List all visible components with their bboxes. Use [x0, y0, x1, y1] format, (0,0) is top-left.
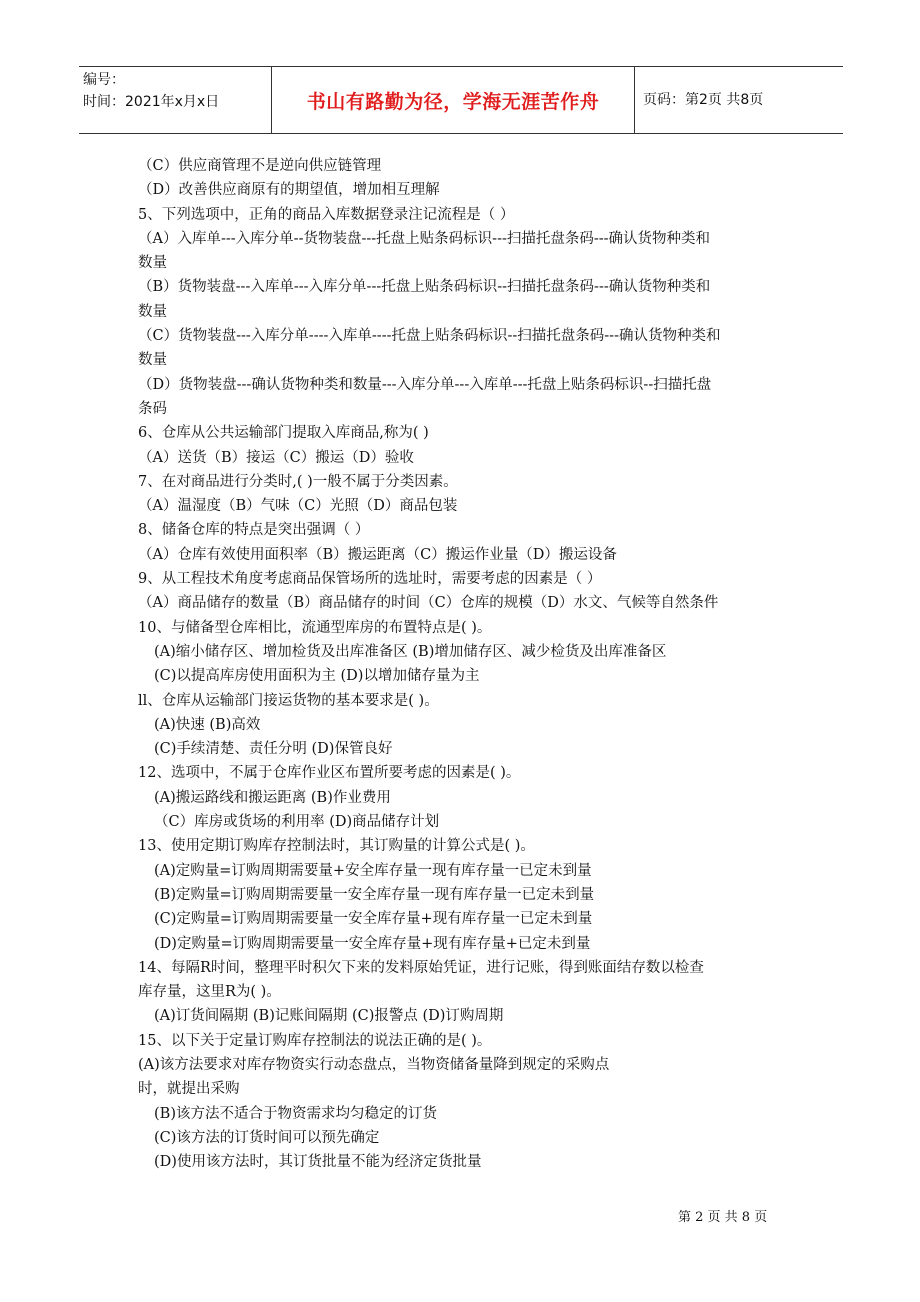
text-line: （C）货物装盘---入库分单----入库单----托盘上贴条码标识--扫描托盘条码---确认货物种类和	[138, 328, 721, 345]
text-line: 数量	[138, 255, 167, 272]
text-line: (C)该方法的订货时间可以预先确定	[154, 1129, 380, 1146]
text-line: 7、在对商品进行分类时,( )一般不属于分类因素。	[138, 473, 458, 490]
text-line: （A）送货（B）接运（C）搬运（D）验收	[138, 449, 414, 466]
text-line: （D）货物装盘---确认货物种类和数量---入库分单---入库单---托盘上贴条码标识--扫描托盘	[138, 376, 712, 393]
text-line: (A)快速 (B)高效	[154, 716, 261, 733]
page-header	[79, 66, 843, 134]
document-body	[138, 154, 788, 1174]
text-line: (B)该方法不适合于物资需求均匀稳定的订货	[154, 1105, 437, 1122]
text-line: ll、仓库从运输部门接运货物的基本要求是( )。	[138, 692, 439, 709]
header-motto-cell	[272, 67, 635, 133]
text-line: (A)订货间隔期 (B)记账间隔期 (C)报警点 (D)订购周期	[154, 1008, 504, 1025]
text-line: (A)搬运路线和搬运距离 (B)作业费用	[154, 789, 391, 806]
date-label: 时间：2021年x月x日	[83, 94, 220, 110]
text-line: (D)使用该方法时，其订货批量不能为经济定货批量	[154, 1154, 482, 1171]
text-line: (D)定购量=订购周期需要量一安全库存量+现有库存量+已定未到量	[154, 935, 591, 952]
text-line: (A)该方法要求对库存物资实行动态盘点，当物资储备量降到规定的采购点	[138, 1056, 610, 1073]
text-line: (B)定购量=订购周期需要量一安全库存量一现有库存量一已定未到量	[154, 886, 595, 903]
text-line: 时，就提出采购	[138, 1081, 240, 1098]
text-line: 8、储备仓库的特点是突出强调（ ）	[138, 522, 370, 539]
text-line: （A）仓库有效使用面积率（B）搬运距离（C）搬运作业量（D）搬运设备	[138, 546, 617, 563]
text-line: 9、从工程技术角度考虑商品保管场所的选址时，需要考虑的因素是（ ）	[138, 571, 602, 588]
text-line: 10、与储备型仓库相比，流通型库房的布置特点是( )。	[138, 619, 492, 636]
text-line: 数量	[138, 352, 167, 369]
text-line: (A)缩小储存区、增加检货及出库准备区 (B)增加储存区、减少检货及出库准备区	[154, 643, 667, 660]
text-line: 15、以下关于定量订购库存控制法的说法正确的是( )。	[138, 1032, 492, 1049]
header-left-cell	[79, 67, 272, 133]
header-page-info: 页码：第2页 共8页	[643, 92, 764, 108]
text-line: (C)以提高库房使用面积为主 (D)以增加储存量为主	[154, 668, 480, 685]
text-line: 14、每隔R时间，整理平时积欠下来的发料原始凭证，进行记账，得到账面结存数以检查	[138, 959, 704, 976]
header-motto: 书山有路勤为径，学海无涯苦作舟	[306, 90, 600, 113]
text-line: （C）库房或货场的利用率 (D)商品储存计划	[154, 814, 440, 831]
text-line: （A）商品储存的数量（B）商品储存的时间（C）仓库的规模（D）水文、气候等自然条件	[138, 595, 719, 612]
text-line: （A）温湿度（B）气味（C）光照（D）商品包装	[138, 498, 458, 515]
text-line: （D）改善供应商原有的期望值，增加相互理解	[138, 182, 440, 199]
text-line: 库存量，这里R为( )。	[138, 984, 281, 1001]
text-line: 条码	[138, 400, 167, 417]
text-line: 6、仓库从公共运输部门提取入库商品,称为( )	[138, 425, 429, 442]
text-line: （A）入库单---入库分单--货物装盘---托盘上贴条码标识---扫描托盘条码---确认货物种类和	[138, 230, 711, 247]
text-line: (A)定购量=订购周期需要量+安全库存量一现有库存量一已定未到量	[154, 862, 592, 879]
page-footer: 第 2 页 共 8 页	[678, 1210, 768, 1225]
text-line: 13、使用定期订购库存控制法时，其订购量的计算公式是( )。	[138, 838, 535, 855]
header-page-cell	[635, 67, 843, 133]
text-line: 5、下列选项中，正角的商品入库数据登录注记流程是（ ）	[138, 206, 515, 223]
text-line: (C)手续清楚、责任分明 (D)保管良好	[154, 741, 393, 758]
text-line: (C)定购量=订购周期需要量一安全库存量+现有库存量一已定未到量	[154, 911, 593, 928]
text-line: 12、选项中，不属于仓库作业区布置所要考虑的因素是( )。	[138, 765, 521, 782]
serial-label: 编号：	[83, 72, 125, 88]
text-line: （B）货物装盘---入库单---入库分单---托盘上贴条码标识--扫描托盘条码---确认货物种类和	[138, 279, 711, 296]
text-line: 数量	[138, 303, 167, 320]
text-line: （C）供应商管理不是逆向供应链管理	[138, 158, 382, 174]
